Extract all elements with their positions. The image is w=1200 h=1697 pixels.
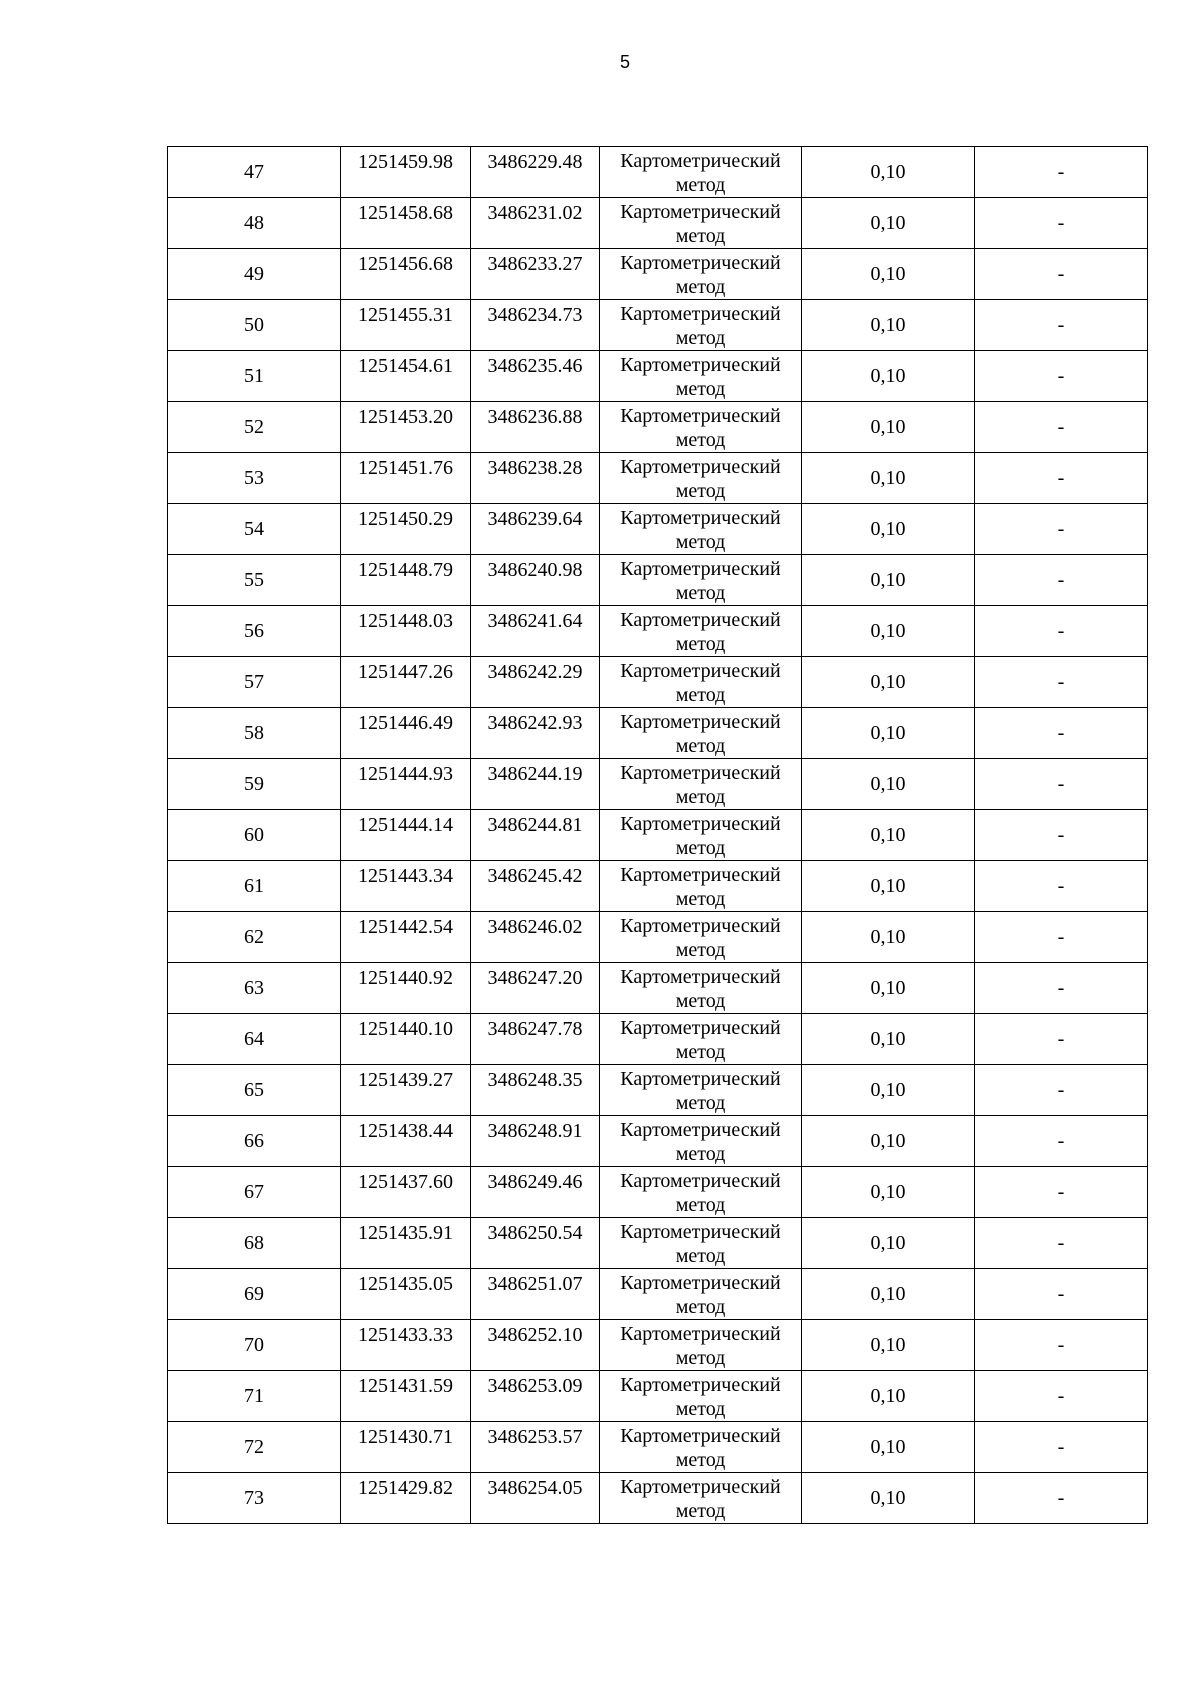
point-number-cell: 73 — [168, 1473, 341, 1524]
method-line-1: Картометрический — [620, 660, 781, 682]
accuracy-cell: 0,10 — [802, 759, 975, 810]
method-line-1: Картометрический — [620, 1425, 781, 1447]
note-cell: - — [975, 300, 1148, 351]
point-number-cell: 66 — [168, 1116, 341, 1167]
x-coordinate-cell: 1251456.68 — [341, 249, 471, 300]
point-number-cell: 60 — [168, 810, 341, 861]
accuracy-cell: 0,10 — [802, 912, 975, 963]
method-cell — [600, 657, 802, 708]
method-line-2: метод — [675, 786, 726, 808]
method-cell — [600, 1014, 802, 1065]
method-line-1: Картометрический — [620, 1119, 781, 1141]
method-line-2: метод — [675, 939, 726, 961]
method-line-1: Картометрический — [620, 252, 781, 274]
method-cell — [600, 198, 802, 249]
x-coordinate-cell: 1251440.92 — [341, 963, 471, 1014]
point-number-cell: 68 — [168, 1218, 341, 1269]
accuracy-cell: 0,10 — [802, 657, 975, 708]
point-number-cell: 63 — [168, 963, 341, 1014]
method-line-2: метод — [675, 1296, 726, 1318]
method-cell — [600, 1422, 802, 1473]
point-number-cell: 53 — [168, 453, 341, 504]
note-cell: - — [975, 1422, 1148, 1473]
y-coordinate-cell: 3486245.42 — [471, 861, 600, 912]
accuracy-cell: 0,10 — [802, 861, 975, 912]
method-cell — [600, 912, 802, 963]
method-line-2: метод — [675, 429, 726, 451]
note-cell: - — [975, 1065, 1148, 1116]
y-coordinate-cell: 3486242.93 — [471, 708, 600, 759]
method-cell — [600, 402, 802, 453]
method-line-2: метод — [675, 1500, 726, 1522]
table-row — [168, 1320, 1148, 1371]
method-cell — [600, 1167, 802, 1218]
note-cell: - — [975, 1269, 1148, 1320]
table-row — [168, 300, 1148, 351]
note-cell: - — [975, 1116, 1148, 1167]
accuracy-cell: 0,10 — [802, 1116, 975, 1167]
accuracy-cell: 0,10 — [802, 1320, 975, 1371]
method-cell — [600, 1116, 802, 1167]
method-line-1: Картометрический — [620, 354, 781, 376]
table-row — [168, 810, 1148, 861]
method-line-1: Картометрический — [620, 1323, 781, 1345]
method-line-2: метод — [675, 735, 726, 757]
point-number-cell: 72 — [168, 1422, 341, 1473]
table-row — [168, 1422, 1148, 1473]
method-line-2: метод — [675, 327, 726, 349]
note-cell: - — [975, 198, 1148, 249]
y-coordinate-cell: 3486250.54 — [471, 1218, 600, 1269]
accuracy-cell: 0,10 — [802, 963, 975, 1014]
point-number-cell: 62 — [168, 912, 341, 963]
method-cell — [600, 504, 802, 555]
method-line-1: Картометрический — [620, 1068, 781, 1090]
table-row — [168, 249, 1148, 300]
method-line-2: метод — [675, 1092, 726, 1114]
x-coordinate-cell: 1251454.61 — [341, 351, 471, 402]
method-line-2: метод — [675, 1449, 726, 1471]
method-line-1: Картометрический — [620, 1017, 781, 1039]
point-number-cell: 70 — [168, 1320, 341, 1371]
table-row — [168, 351, 1148, 402]
method-line-1: Картометрический — [620, 864, 781, 886]
x-coordinate-cell: 1251459.98 — [341, 147, 471, 198]
method-line-1: Картометрический — [620, 813, 781, 835]
method-cell — [600, 1218, 802, 1269]
x-coordinate-cell: 1251429.82 — [341, 1473, 471, 1524]
table-row — [168, 861, 1148, 912]
table-row — [168, 759, 1148, 810]
method-cell — [600, 606, 802, 657]
method-cell — [600, 1371, 802, 1422]
point-number-cell: 54 — [168, 504, 341, 555]
note-cell: - — [975, 402, 1148, 453]
table-row — [168, 402, 1148, 453]
method-line-1: Картометрический — [620, 405, 781, 427]
method-line-1: Картометрический — [620, 456, 781, 478]
x-coordinate-cell: 1251458.68 — [341, 198, 471, 249]
point-number-cell: 55 — [168, 555, 341, 606]
accuracy-cell: 0,10 — [802, 1269, 975, 1320]
x-coordinate-cell: 1251431.59 — [341, 1371, 471, 1422]
point-number-cell: 51 — [168, 351, 341, 402]
method-line-2: метод — [675, 582, 726, 604]
accuracy-cell: 0,10 — [802, 351, 975, 402]
note-cell: - — [975, 606, 1148, 657]
accuracy-cell: 0,10 — [802, 1473, 975, 1524]
method-line-2: метод — [675, 837, 726, 859]
table-row — [168, 453, 1148, 504]
note-cell: - — [975, 453, 1148, 504]
method-cell — [600, 300, 802, 351]
table-row — [168, 147, 1148, 198]
x-coordinate-cell: 1251450.29 — [341, 504, 471, 555]
y-coordinate-cell: 3486236.88 — [471, 402, 600, 453]
method-line-1: Картометрический — [620, 762, 781, 784]
y-coordinate-cell: 3486235.46 — [471, 351, 600, 402]
table-row — [168, 963, 1148, 1014]
x-coordinate-cell: 1251448.79 — [341, 555, 471, 606]
accuracy-cell: 0,10 — [802, 708, 975, 759]
accuracy-cell: 0,10 — [802, 198, 975, 249]
point-number-cell: 56 — [168, 606, 341, 657]
point-number-cell: 69 — [168, 1269, 341, 1320]
method-line-2: метод — [675, 1143, 726, 1165]
table-row — [168, 1371, 1148, 1422]
method-line-2: метод — [675, 174, 726, 196]
method-line-1: Картометрический — [620, 915, 781, 937]
method-line-2: метод — [675, 225, 726, 247]
method-line-1: Картометрический — [620, 966, 781, 988]
accuracy-cell: 0,10 — [802, 1065, 975, 1116]
coordinates-table — [167, 146, 1148, 1524]
y-coordinate-cell: 3486241.64 — [471, 606, 600, 657]
method-line-2: метод — [675, 684, 726, 706]
y-coordinate-cell: 3486229.48 — [471, 147, 600, 198]
method-line-2: метод — [675, 276, 726, 298]
method-line-1: Картометрический — [620, 609, 781, 631]
accuracy-cell: 0,10 — [802, 606, 975, 657]
x-coordinate-cell: 1251448.03 — [341, 606, 471, 657]
x-coordinate-cell: 1251430.71 — [341, 1422, 471, 1473]
method-line-2: метод — [675, 1245, 726, 1267]
table-row — [168, 555, 1148, 606]
point-number-cell: 58 — [168, 708, 341, 759]
note-cell: - — [975, 249, 1148, 300]
accuracy-cell: 0,10 — [802, 1218, 975, 1269]
method-cell — [600, 759, 802, 810]
note-cell: - — [975, 1218, 1148, 1269]
method-line-1: Картометрический — [620, 303, 781, 325]
method-line-1: Картометрический — [620, 1221, 781, 1243]
y-coordinate-cell: 3486244.19 — [471, 759, 600, 810]
x-coordinate-cell: 1251439.27 — [341, 1065, 471, 1116]
method-cell — [600, 1320, 802, 1371]
method-line-2: метод — [675, 378, 726, 400]
accuracy-cell: 0,10 — [802, 1167, 975, 1218]
method-line-2: метод — [675, 480, 726, 502]
y-coordinate-cell: 3486247.20 — [471, 963, 600, 1014]
y-coordinate-cell: 3486252.10 — [471, 1320, 600, 1371]
x-coordinate-cell: 1251435.05 — [341, 1269, 471, 1320]
x-coordinate-cell: 1251440.10 — [341, 1014, 471, 1065]
y-coordinate-cell: 3486247.78 — [471, 1014, 600, 1065]
table-row — [168, 198, 1148, 249]
x-coordinate-cell: 1251453.20 — [341, 402, 471, 453]
accuracy-cell: 0,10 — [802, 402, 975, 453]
x-coordinate-cell: 1251444.93 — [341, 759, 471, 810]
x-coordinate-cell: 1251437.60 — [341, 1167, 471, 1218]
method-line-1: Картометрический — [620, 558, 781, 580]
point-number-cell: 71 — [168, 1371, 341, 1422]
coordinates-table-body — [168, 147, 1148, 1524]
point-number-cell: 47 — [168, 147, 341, 198]
method-line-2: метод — [675, 531, 726, 553]
y-coordinate-cell: 3486238.28 — [471, 453, 600, 504]
method-cell — [600, 147, 802, 198]
x-coordinate-cell: 1251451.76 — [341, 453, 471, 504]
note-cell: - — [975, 861, 1148, 912]
method-line-1: Картометрический — [620, 150, 781, 172]
note-cell: - — [975, 963, 1148, 1014]
note-cell: - — [975, 657, 1148, 708]
x-coordinate-cell: 1251435.91 — [341, 1218, 471, 1269]
method-line-2: метод — [675, 633, 726, 655]
y-coordinate-cell: 3486240.98 — [471, 555, 600, 606]
y-coordinate-cell: 3486248.91 — [471, 1116, 600, 1167]
method-line-1: Картометрический — [620, 1272, 781, 1294]
note-cell: - — [975, 810, 1148, 861]
method-line-1: Картометрический — [620, 711, 781, 733]
y-coordinate-cell: 3486239.64 — [471, 504, 600, 555]
accuracy-cell: 0,10 — [802, 1014, 975, 1065]
x-coordinate-cell: 1251438.44 — [341, 1116, 471, 1167]
x-coordinate-cell: 1251446.49 — [341, 708, 471, 759]
y-coordinate-cell: 3486253.09 — [471, 1371, 600, 1422]
y-coordinate-cell: 3486249.46 — [471, 1167, 600, 1218]
method-cell — [600, 1473, 802, 1524]
note-cell: - — [975, 912, 1148, 963]
point-number-cell: 50 — [168, 300, 341, 351]
table-row — [168, 504, 1148, 555]
point-number-cell: 65 — [168, 1065, 341, 1116]
method-cell — [600, 249, 802, 300]
accuracy-cell: 0,10 — [802, 1371, 975, 1422]
y-coordinate-cell: 3486253.57 — [471, 1422, 600, 1473]
note-cell: - — [975, 555, 1148, 606]
method-cell — [600, 555, 802, 606]
method-line-2: метод — [675, 1041, 726, 1063]
page-number: 5 — [619, 52, 630, 72]
point-number-cell: 67 — [168, 1167, 341, 1218]
y-coordinate-cell: 3486246.02 — [471, 912, 600, 963]
point-number-cell: 49 — [168, 249, 341, 300]
method-cell — [600, 810, 802, 861]
table-row — [168, 1269, 1148, 1320]
x-coordinate-cell: 1251444.14 — [341, 810, 471, 861]
y-coordinate-cell: 3486242.29 — [471, 657, 600, 708]
point-number-cell: 59 — [168, 759, 341, 810]
method-cell — [600, 351, 802, 402]
note-cell: - — [975, 1167, 1148, 1218]
accuracy-cell: 0,10 — [802, 300, 975, 351]
note-cell: - — [975, 147, 1148, 198]
table-row — [168, 1218, 1148, 1269]
accuracy-cell: 0,10 — [802, 249, 975, 300]
point-number-cell: 61 — [168, 861, 341, 912]
table-row — [168, 606, 1148, 657]
x-coordinate-cell: 1251447.26 — [341, 657, 471, 708]
y-coordinate-cell: 3486244.81 — [471, 810, 600, 861]
y-coordinate-cell: 3486251.07 — [471, 1269, 600, 1320]
method-cell — [600, 861, 802, 912]
accuracy-cell: 0,10 — [802, 555, 975, 606]
method-line-2: метод — [675, 1398, 726, 1420]
method-line-1: Картометрический — [620, 1374, 781, 1396]
method-cell — [600, 708, 802, 759]
x-coordinate-cell: 1251433.33 — [341, 1320, 471, 1371]
y-coordinate-cell: 3486254.05 — [471, 1473, 600, 1524]
method-cell — [600, 453, 802, 504]
point-number-cell: 57 — [168, 657, 341, 708]
table-row — [168, 1473, 1148, 1524]
table-row — [168, 657, 1148, 708]
point-number-cell: 64 — [168, 1014, 341, 1065]
method-line-1: Картометрический — [620, 1476, 781, 1498]
method-line-2: метод — [675, 1347, 726, 1369]
note-cell: - — [975, 708, 1148, 759]
table-row — [168, 1014, 1148, 1065]
method-cell — [600, 1269, 802, 1320]
note-cell: - — [975, 351, 1148, 402]
x-coordinate-cell: 1251442.54 — [341, 912, 471, 963]
table-row — [168, 1167, 1148, 1218]
accuracy-cell: 0,10 — [802, 504, 975, 555]
method-line-1: Картометрический — [620, 201, 781, 223]
y-coordinate-cell: 3486234.73 — [471, 300, 600, 351]
accuracy-cell: 0,10 — [802, 453, 975, 504]
accuracy-cell: 0,10 — [802, 1422, 975, 1473]
table-row — [168, 1065, 1148, 1116]
method-line-2: метод — [675, 888, 726, 910]
x-coordinate-cell: 1251443.34 — [341, 861, 471, 912]
table-row — [168, 1116, 1148, 1167]
method-cell — [600, 1065, 802, 1116]
x-coordinate-cell: 1251455.31 — [341, 300, 471, 351]
table-row — [168, 912, 1148, 963]
note-cell: - — [975, 1320, 1148, 1371]
accuracy-cell: 0,10 — [802, 810, 975, 861]
y-coordinate-cell: 3486248.35 — [471, 1065, 600, 1116]
y-coordinate-cell: 3486233.27 — [471, 249, 600, 300]
method-line-2: метод — [675, 1194, 726, 1216]
note-cell: - — [975, 759, 1148, 810]
point-number-cell: 52 — [168, 402, 341, 453]
method-line-1: Картометрический — [620, 507, 781, 529]
note-cell: - — [975, 1014, 1148, 1065]
note-cell: - — [975, 1473, 1148, 1524]
y-coordinate-cell: 3486231.02 — [471, 198, 600, 249]
table-row — [168, 708, 1148, 759]
note-cell: - — [975, 1371, 1148, 1422]
method-cell — [600, 963, 802, 1014]
accuracy-cell: 0,10 — [802, 147, 975, 198]
method-line-2: метод — [675, 990, 726, 1012]
point-number-cell: 48 — [168, 198, 341, 249]
note-cell: - — [975, 504, 1148, 555]
method-line-1: Картометрический — [620, 1170, 781, 1192]
